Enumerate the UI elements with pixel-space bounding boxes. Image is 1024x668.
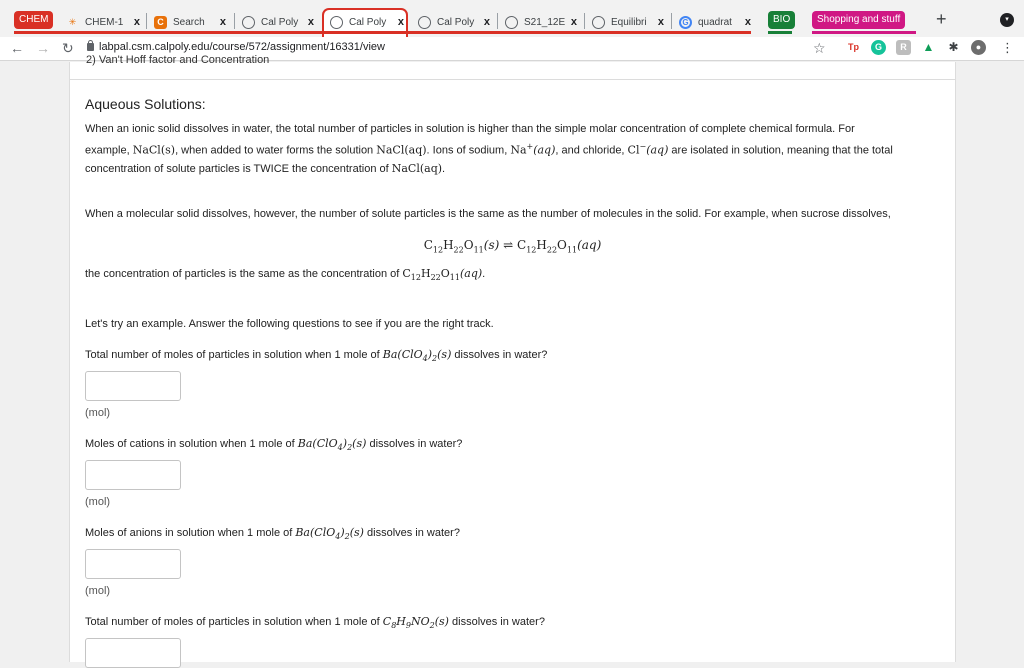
formula-state: (s) xyxy=(349,526,364,539)
q-text: Moles of anions in solution when 1 mole of xyxy=(85,527,296,539)
tab-title: Search xyxy=(173,16,205,28)
formula: C xyxy=(382,615,392,628)
formula-sub: 2 xyxy=(344,532,350,542)
lock-icon[interactable] xyxy=(87,43,94,51)
formula-sub: 2 xyxy=(347,443,353,453)
close-icon[interactable]: x xyxy=(744,16,751,28)
formula: NO xyxy=(410,615,430,628)
unit-label: (mol) xyxy=(85,585,111,597)
p1-text: . xyxy=(442,162,446,175)
eq-state: (s) xyxy=(483,238,500,252)
formula-sub: 4 xyxy=(337,443,343,453)
section-divider xyxy=(70,79,955,80)
formula: ) xyxy=(340,526,345,539)
formula: Ba(ClO xyxy=(382,348,423,361)
eq-sub: 11 xyxy=(449,273,460,283)
q-text: Total number of moles of particles in solution when 1 mole of xyxy=(85,616,383,628)
formula: Ba(ClO xyxy=(297,437,338,450)
unit-label: (mol) xyxy=(85,496,111,508)
new-tab-button[interactable]: + xyxy=(936,9,947,29)
menu-kebab-icon[interactable]: ⋮ xyxy=(1001,40,1014,55)
extension-gray-icon[interactable]: R xyxy=(896,40,911,55)
eq-atom: C xyxy=(423,238,433,252)
c-logo-icon: C xyxy=(154,16,167,29)
state: (aq) xyxy=(533,143,556,157)
formula: ) xyxy=(342,437,348,450)
globe-icon xyxy=(418,16,431,29)
answer-input-1[interactable] xyxy=(85,371,181,401)
tab-title: Cal Poly xyxy=(437,16,475,28)
question-1 xyxy=(85,348,547,363)
tab-title: Cal Poly xyxy=(349,16,387,28)
google-drive-icon[interactable]: ▲ xyxy=(922,40,935,54)
eq-atom: O xyxy=(440,267,450,280)
formula: H xyxy=(396,615,406,628)
sodium-ion: Na xyxy=(510,143,527,157)
q-text: dissolves in water? xyxy=(363,527,460,539)
ionic-paragraph xyxy=(85,120,945,178)
bookmark-star-icon[interactable]: ☆ xyxy=(813,40,826,56)
eq-atom: O xyxy=(557,238,567,252)
p1-text: , when added to water forms the solution xyxy=(175,144,377,157)
close-icon[interactable]: x xyxy=(307,16,314,28)
formula-sub: 9 xyxy=(405,621,411,631)
eq-sub: 22 xyxy=(546,245,558,255)
eq-sub: 22 xyxy=(453,245,464,255)
p1-text: are isolated in solution, meaning that the total xyxy=(668,144,893,157)
formula-state: (s) xyxy=(434,615,449,628)
formula-sub: 8 xyxy=(391,621,397,631)
tab-group-bio[interactable]: BIO xyxy=(768,11,795,29)
eq-sub: 12 xyxy=(432,245,444,255)
page-viewport xyxy=(0,54,1024,640)
unit-label: (mol) xyxy=(85,407,111,419)
assignment-card xyxy=(69,54,956,662)
charge: + xyxy=(526,142,534,151)
tab-separator xyxy=(234,13,235,29)
answer-input-2[interactable] xyxy=(85,460,181,490)
nacl-aqueous: NaCl(aq) xyxy=(391,161,443,175)
answer-input-4[interactable] xyxy=(85,638,181,668)
question-4 xyxy=(85,615,545,630)
q-text: Total number of moles of particles in solution when 1 mole of xyxy=(85,349,383,361)
close-icon[interactable]: x xyxy=(219,16,226,28)
q-text: dissolves in water? xyxy=(366,438,463,450)
question-3 xyxy=(85,526,460,541)
charge: − xyxy=(639,142,647,151)
p3-text: the concentration of particles is the same as the concentration of xyxy=(85,268,403,280)
close-icon[interactable]: x xyxy=(133,16,140,28)
eq-atom: H xyxy=(536,238,547,252)
globe-icon xyxy=(505,16,518,29)
eq-state: (aq) xyxy=(577,238,602,252)
equilibrium-arrow-icon: ⇌ xyxy=(503,238,514,252)
formula-sub: 2 xyxy=(429,621,435,631)
nacl-aqueous: NaCl(aq) xyxy=(376,143,427,157)
tab-separator xyxy=(497,13,498,29)
sparkle-icon: ✳ xyxy=(68,16,77,27)
eq-sub: 11 xyxy=(473,245,484,255)
eq-atom: C xyxy=(517,238,527,252)
grammarly-icon[interactable]: G xyxy=(871,40,886,55)
address-bar[interactable]: labpal.csm.calpoly.edu/course/572/assignment/16331/view xyxy=(99,41,385,53)
tab-title: Cal Poly xyxy=(261,16,299,28)
globe-icon xyxy=(592,16,605,29)
chem-group-underline xyxy=(14,31,751,34)
intro-text: Let's try an example. Answer the following questions to see if you are the right track. xyxy=(85,318,494,330)
sucrose-equation xyxy=(70,238,955,254)
question-2 xyxy=(85,437,462,452)
q-text: Moles of cations in solution when 1 mole of xyxy=(85,438,298,450)
p1-text: concentration of solute particles is TWICE the concentration of xyxy=(85,162,392,175)
formula-sub: 4 xyxy=(335,532,341,542)
close-icon[interactable]: x xyxy=(657,16,664,28)
extensions-puzzle-icon[interactable]: ✱ xyxy=(948,40,959,54)
p1-text: example, xyxy=(85,144,133,157)
concentration-sentence xyxy=(85,265,945,287)
state: (aq) xyxy=(646,143,669,157)
formula-state: (s) xyxy=(437,348,452,361)
globe-icon xyxy=(242,16,255,29)
close-icon[interactable]: x xyxy=(570,16,577,28)
eq-state: (aq) xyxy=(459,267,483,280)
section-title: Aqueous Solutions: xyxy=(85,96,206,112)
q-text: dissolves in water? xyxy=(451,349,548,361)
p1-text: . Ions of sodium, xyxy=(426,144,511,157)
close-icon[interactable]: x xyxy=(483,16,490,28)
eq-atom: O xyxy=(463,238,474,252)
tab-title: S21_12E xyxy=(524,16,566,28)
answer-input-3[interactable] xyxy=(85,549,181,579)
tab-search-icon[interactable]: ▾ xyxy=(1000,13,1014,27)
p1-text: When an ionic solid dissolves in water, the total number of particles in solution is higher than the simple molar concentration of complete chemical formula. For xyxy=(85,123,855,135)
eq-sub: 22 xyxy=(430,273,441,283)
eq-sub: 12 xyxy=(410,273,421,283)
google-icon: G xyxy=(679,16,692,29)
tab-separator xyxy=(671,13,672,29)
tab-separator xyxy=(584,13,585,29)
globe-icon xyxy=(330,16,343,29)
tab-group-chem[interactable]: CHEM xyxy=(14,11,53,29)
molecular-paragraph: When a molecular solid dissolves, however, the number of solute particles is the same as the number of molecules in the solid. For example, when sucrose dissolves, xyxy=(85,208,891,220)
tab-title: CHEM-1 xyxy=(85,16,124,28)
q-text: dissolves in water? xyxy=(448,616,545,628)
eq-sub: 11 xyxy=(566,245,578,255)
formula-sub: 4 xyxy=(422,354,428,364)
formula: Ba(ClO xyxy=(295,526,336,539)
close-icon[interactable]: x xyxy=(397,16,404,28)
eq-atom: H xyxy=(420,267,431,280)
formula-sub: 2 xyxy=(432,354,438,364)
tab-strip xyxy=(0,0,1024,37)
cut-off-heading: 2) Van't Hoff factor and Concentration xyxy=(86,54,270,66)
tab-title: quadrat xyxy=(698,16,732,28)
eq-atom: C xyxy=(402,267,411,280)
reload-icon[interactable]: ↻ xyxy=(62,40,74,56)
formula: ) xyxy=(427,348,433,361)
extension-tp-icon[interactable]: Tp xyxy=(848,42,859,52)
eq-sub: 12 xyxy=(526,245,537,255)
shopping-group-underline xyxy=(812,31,916,34)
back-arrow-icon[interactable]: ← xyxy=(10,40,24,56)
forward-arrow-icon[interactable]: → xyxy=(36,40,50,56)
period: . xyxy=(482,268,486,280)
tab-separator xyxy=(146,13,147,29)
avatar[interactable]: ● xyxy=(971,40,986,55)
chloride-ion: Cl xyxy=(627,143,640,157)
bio-group-underline xyxy=(768,31,792,34)
tab-group-shopping[interactable]: Shopping and stuff xyxy=(812,11,905,29)
nacl-solid: NaCl(s) xyxy=(132,143,176,157)
tab-title: Equilibri xyxy=(611,16,647,28)
p1-text: , and chloride, xyxy=(555,144,628,157)
eq-atom: H xyxy=(443,238,454,252)
formula-state: (s) xyxy=(352,437,367,450)
